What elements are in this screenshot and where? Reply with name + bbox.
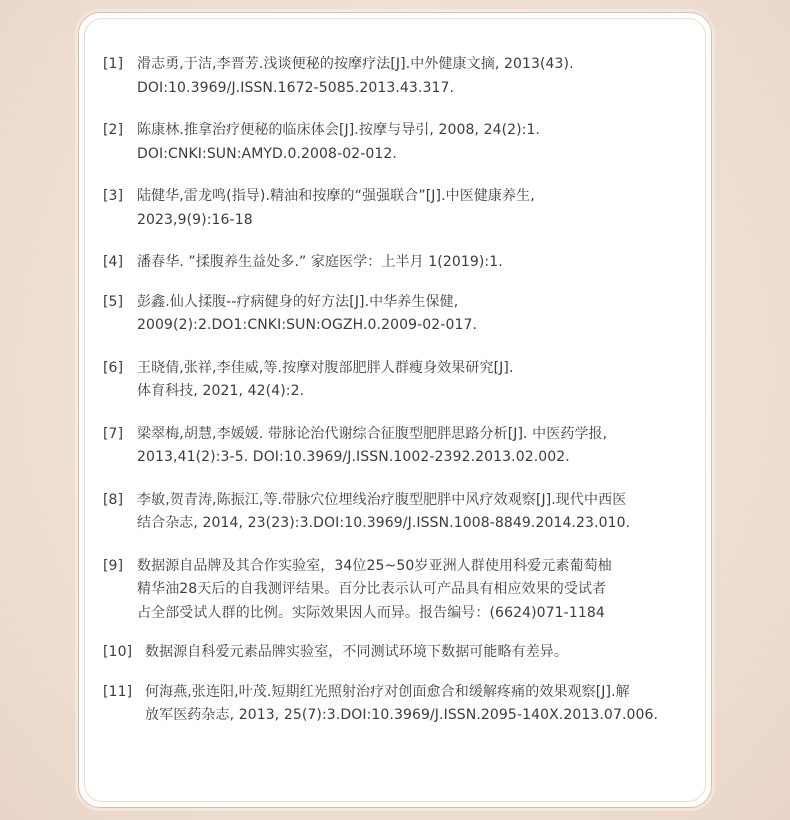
reference-number: [7] <box>103 425 124 442</box>
reference-number: [9] <box>103 557 124 574</box>
reference-item <box>103 681 701 728</box>
reference-text: 李敏,贺青涛,陈振江,等.带脉穴位埋线治疗腹型肥胖中风疗效观察[J].现代中西医 结合杂志, 2014, 23(23):3.DOI:10.3969/J.ISSN.1008-8849.2014.23.010. <box>137 491 631 531</box>
reference-number: [8] <box>103 491 124 508</box>
reference-item <box>103 641 701 665</box>
reference-number: [6] <box>103 359 124 376</box>
reference-text: 潘春华. ”揉腹养生益处多.” 家庭医学：上半月 1(2019):1. <box>137 254 503 270</box>
reference-card <box>78 12 712 808</box>
reference-item <box>103 291 701 338</box>
reference-text: 数据源自科爱元素品牌实验室，不同测试环境下数据可能略有差异。 <box>145 644 568 660</box>
reference-text: 梁翠梅,胡慧,李媛媛. 带脉论治代谢综合征腹型肥胖思路分析[J]. 中医药学报, 2013,41(2):3-5. DOI:10.3969/J.ISSN.1002-2392.2013.02.002. <box>137 425 608 465</box>
reference-text: 数据源自品牌及其合作实验室，34位25~50岁亚洲人群使用科爱元素葡萄柚 精华油28天后的自我测评结果。百分比表示认可产品具有相应效果的受试者 占全部受试人群的比例。实际效果因人而异。报告编号：(6624)071-1184 <box>137 557 612 621</box>
reference-number: [11] <box>103 683 133 700</box>
reference-list <box>103 53 701 728</box>
reference-item <box>103 53 701 100</box>
reference-text: 何海燕,张连阳,叶茂.短期红光照射治疗对创面愈合和缓解疼痛的效果观察[J].解 放军医药杂志, 2013, 25(7):3.DOI:10.3969/J.ISSN.2095-140X.2013.07.006. <box>145 683 659 723</box>
reference-item <box>103 555 701 626</box>
reference-item <box>103 119 701 166</box>
reference-number: [10] <box>103 644 133 660</box>
reference-text: 陈康林.推拿治疗便秘的临床体会[J].按摩与导引, 2008, 24(2):1. DOI:CNKI:SUN:AMYD.0.2008-02-012. <box>137 122 541 162</box>
reference-number: [4] <box>103 254 124 270</box>
reference-text: 滑志勇,于洁,李晋芳.浅谈便秘的按摩疗法[J].中外健康文摘, 2013(43). DOI:10.3969/J.ISSN.1672-5085.2013.43.317. <box>137 56 574 96</box>
reference-number: [3] <box>103 188 124 204</box>
reference-number: [2] <box>103 122 124 138</box>
reference-item <box>103 251 701 275</box>
reference-item <box>103 357 701 404</box>
reference-item <box>103 423 701 470</box>
reference-text: 彭鑫.仙人揉腹--疗病健身的好方法[J].中华养生保健, 2009(2):2.DO1:CNKI:SUN:OGZH.0.2009-02-017. <box>137 293 478 333</box>
reference-text: 陆健华,雷龙鸣(指导).精油和按摩的“强强联合”[J].中医健康养生, 2023,9(9):16-18 <box>137 188 535 228</box>
reference-item <box>103 489 701 536</box>
reference-item <box>103 185 701 232</box>
reference-number: [5] <box>103 293 124 310</box>
reference-number: [1] <box>103 56 124 72</box>
reference-text: 王晓倩,张祥,李佳威,等.按摩对腹部肥胖人群瘦身效果研究[J]. 体育科技, 2021, 42(4):2. <box>137 359 514 399</box>
